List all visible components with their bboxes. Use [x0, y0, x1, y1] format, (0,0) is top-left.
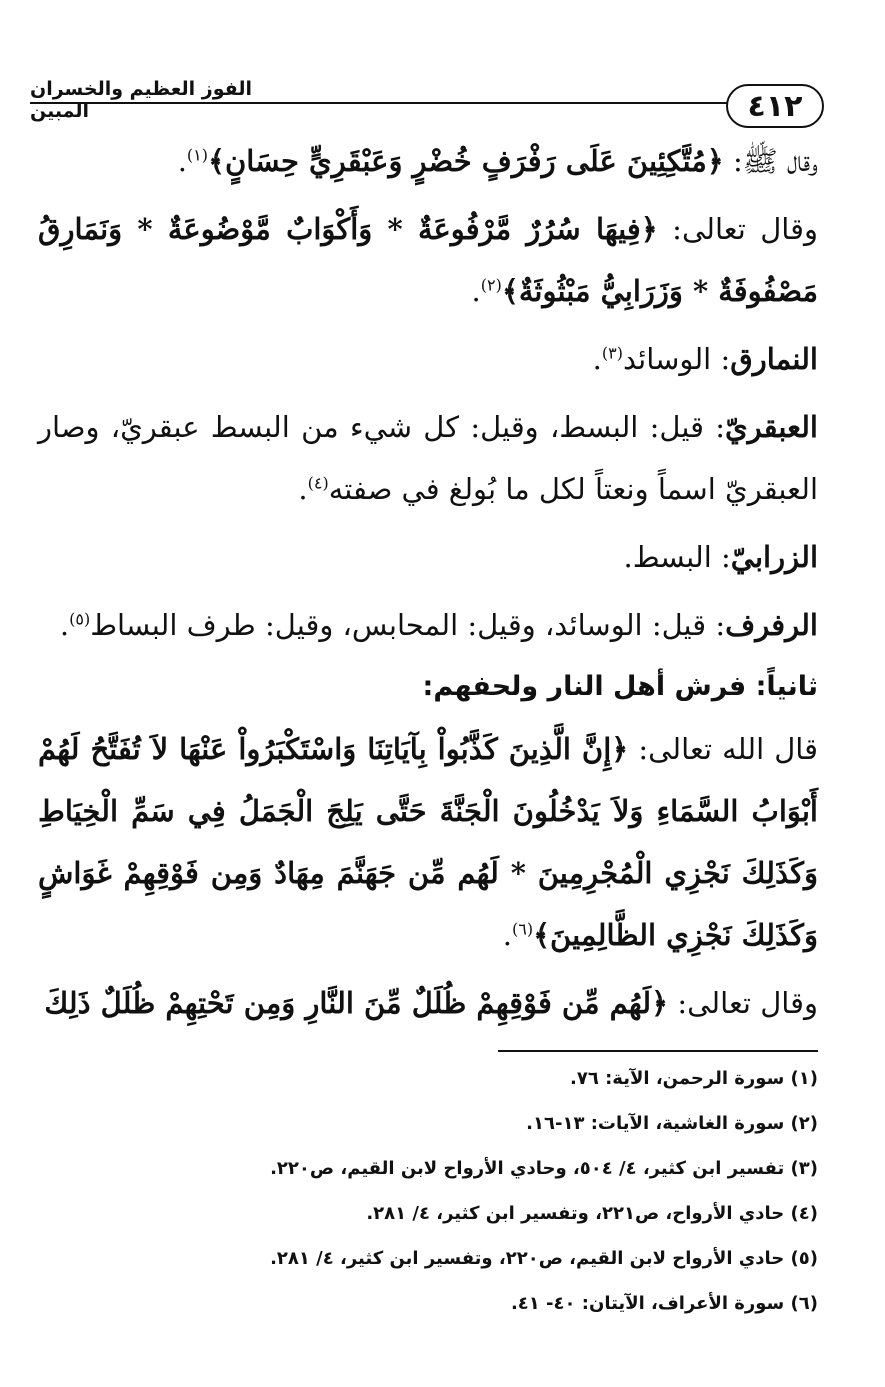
definition: : البسط. [623, 540, 731, 574]
paragraph-4: العبقريّ: قيل: البسط، وقيل: كل شيء من البسط عبقريّ، وصار العبقريّ اسماً ونعتاً لكل ما بُولغ في صفته$^{(٤)}$. [38, 410, 818, 506]
footnote-ref: (٣) [601, 343, 623, 363]
footnote: (١) سورة الرحمن، الآية: ٧٦. [570, 1068, 818, 1089]
term: الزرابيّ [730, 540, 818, 574]
quran-verse: ﴿مُتَّكِئِينَ عَلَى رَفْرَفٍ خُضْرٍ وَعَبْقَرِيٍّ حِسَانٍ﴾ [208, 144, 724, 178]
paragraph-8-intro: وقال تعالى: [668, 986, 818, 1020]
term: الرفرف [725, 608, 818, 642]
paragraph-1-intro: وقال ﷺ: [723, 144, 818, 178]
quran-verse: ﴿لَهُم مِّن فَوْقِهِمْ ظُلَلٌ مِّنَ النَّارِ وَمِن تَحْتِهِمْ ظُلَلٌ ذَلِكَ [44, 986, 669, 1020]
paragraph-6: الرفرف: قيل: الوسائد، وقيل: المحابس، وقيل: طرف البساط$^{(٥)}$. [59, 608, 818, 642]
footnote: (٦) سورة الأعراف، الآيتان: ٤٠- ٤١. [510, 1293, 818, 1314]
paragraph-3: النمارق: الوسائد$^{(٣)}$. [592, 342, 818, 376]
footnote: (٥) حادي الأرواح لابن القيم، ص٢٢٠، وتفسير ابن كثير، ٤/ ٢٨١. [270, 1248, 818, 1269]
header-rule [30, 102, 730, 104]
page-number-badge: ٤١٢ [726, 84, 824, 128]
paragraph-7: قال الله تعالى: ﴿إِنَّ الَّذِينَ كَذَّبُواْ بِآيَاتِنَا وَاسْتَكْبَرُواْ عَنْهَا لاَ تُفَتَّحُ لَهُمْ أَبْوَابُ السَّمَاءِ وَلاَ يَدْخُلُونَ الْجَنَّةَ حَتَّى يَلِجَ الْجَمَلُ فِي سَمِّ الْخِيَاطِ وَكَذَلِكَ نَجْزِي الْمُجْرِمِينَ * لَهُم مِّن جَهَنَّمَ مِهَادٌ وَمِن فَوْقِهِمْ غَوَاشٍ وَكَذَلِكَ نَجْزِي الظَّالِمِينَ﴾$^{(٦)}$. [38, 732, 819, 952]
footnote-ref: (٥) [69, 609, 91, 629]
paragraph-5 [38, 526, 818, 588]
main-text [38, 130, 818, 1034]
footnote-separator [498, 1050, 818, 1052]
paragraph-8 [38, 972, 818, 1034]
paragraph-2-intro: وقال تعالى: [657, 212, 818, 246]
definition: : الوسائد [622, 342, 731, 376]
footnote: (٢) سورة الغاشية، الآيات: ١٣-١٦. [526, 1113, 818, 1134]
definition: : قيل: البسط، وقيل: كل شيء من البسط عبقريّ، وصار العبقريّ اسماً ونعتاً لكل ما بُولغ في صفته [38, 410, 818, 506]
quran-verse: ﴿إِنَّ الَّذِينَ كَذَّبُواْ بِآيَاتِنَا وَاسْتَكْبَرُواْ عَنْهَا لاَ تُفَتَّحُ لَهُمْ أَبْوَابُ السَّمَاءِ وَلاَ يَدْخُلُونَ الْجَنَّةَ حَتَّى يَلِجَ الْجَمَلُ فِي سَمِّ الْخِيَاطِ وَكَذَلِكَ نَجْزِي الْمُجْرِمِينَ * لَهُم مِّن جَهَنَّمَ مِهَادٌ وَمِن فَوْقِهِمْ غَوَاشٍ وَكَذَلِكَ نَجْزِي الظَّالِمِينَ﴾ [38, 732, 818, 952]
footnote-ref: (٤) [307, 473, 329, 493]
definition: : قيل: الوسائد، وقيل: المحابس، وقيل: طرف البساط [90, 608, 726, 642]
term: العبقريّ [724, 410, 818, 444]
paragraph-7-intro: قال الله تعالى: [628, 732, 819, 766]
footnote-ref: (٢) [480, 275, 502, 295]
footnote-ref: (٦) [511, 919, 534, 939]
section-heading: ثانياً: فرش أهل النار ولحفهم: [422, 671, 818, 702]
footnotes [60, 1056, 818, 1326]
paragraph-2: وقال تعالى: ﴿فِيهَا سُرُرٌ مَّرْفُوعَةٌ * وَأَكْوَابٌ مَّوْضُوعَةٌ * وَنَمَارِقُ مَصْفُوفَةٌ * وَزَرَابِيُّ مَبْثُوثَةٌ﴾$^{(٢)}$. [38, 212, 818, 308]
paragraph-1: وقال ﷺ: ﴿مُتَّكِئِينَ عَلَى رَفْرَفٍ خُضْرٍ وَعَبْقَرِيٍّ حِسَانٍ﴾$^{(١)}$. [177, 144, 818, 178]
footnote: (٤) حادي الأرواح، ص٢٢١، وتفسير ابن كثير، ٤/ ٢٨١. [366, 1203, 818, 1224]
footnote: (٣) تفسير ابن كثير، ٤/ ٥٠٤، وحادي الأرواح لابن القيم، ص٢٢٠. [270, 1158, 818, 1179]
running-title: الفوز العظيم والخسران المبين [30, 78, 252, 122]
footnote-ref: (١) [186, 145, 208, 165]
quran-verse: ﴿فِيهَا سُرُرٌ مَّرْفُوعَةٌ * وَأَكْوَابٌ مَّوْضُوعَةٌ * وَنَمَارِقُ مَصْفُوفَةٌ * وَزَرَابِيُّ مَبْثُوثَةٌ﴾ [38, 212, 818, 308]
term: النمارق [730, 342, 818, 376]
